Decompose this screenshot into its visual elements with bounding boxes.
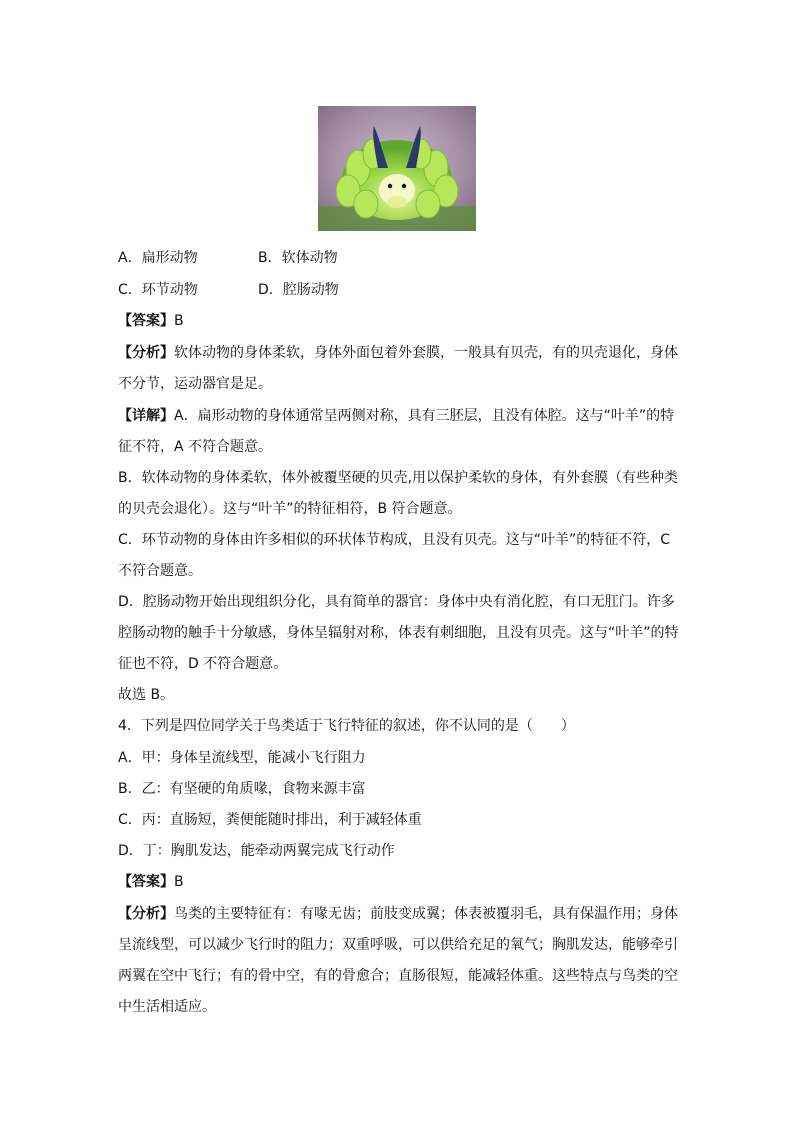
answer-tag: 【答案】 — [118, 313, 174, 329]
q3-detail-line: 的贝壳会退化）。这与“叶羊”的特征相符，B 符合题意。 — [118, 501, 462, 517]
q3-detail-line: 征也不符，D 不符合题意。 — [118, 656, 288, 672]
analysis-text: 鸟类的主要特征有：有喙无齿；前肢变成翼；体表被覆羽毛，具有保温作用；身体 — [174, 906, 678, 922]
q3-detail-line — [118, 406, 674, 426]
q3-detail-line: 腔肠动物的触手十分敏感，身体呈辐射对称，体表有刺细胞，且没有贝壳。这与“叶羊”的特 — [118, 625, 679, 641]
analysis-tag: 【分析】 — [118, 906, 174, 922]
option-b: B．软体动物 — [258, 250, 338, 266]
q4-option-c: C．丙：直肠短，粪便能随时排出，利于减轻体重 — [118, 812, 422, 828]
q3-analysis-line — [118, 343, 678, 363]
option-a: A．扁形动物 — [118, 250, 198, 266]
answer-tag: 【答案】 — [118, 874, 174, 890]
q4-stem: 4．下列是四位同学关于鸟类适于飞行特征的叙述，你不认同的是（ ） — [118, 718, 575, 734]
q3-detail-line: D．腔肠动物开始出现组织分化，具有简单的器官：身体中央有消化腔，有口无肛门。许多 — [118, 594, 675, 610]
q4-option-a: A．甲：身体呈流线型，能减小飞行阻力 — [118, 750, 366, 766]
detail-tag: 【详解】 — [118, 408, 174, 424]
q4-analysis-line: 呈流线型，可以减少飞行时的阻力；双重呼吸，可以供给充足的氧气；胸肌发达，能够牵引 — [118, 937, 678, 953]
option-d: D．腔肠动物 — [258, 282, 339, 298]
analysis-text: 软体动物的身体柔软，身体外面包着外套膜，一般具有贝壳，有的贝壳退化，身体 — [174, 345, 678, 361]
q3-analysis-line: 不分节，运动器官是足。 — [118, 376, 272, 392]
option-row-1 — [118, 248, 198, 268]
q3-answer — [118, 311, 184, 331]
sea-slug-photo — [318, 106, 476, 231]
answer-value: B — [174, 313, 184, 329]
q4-analysis-line: 两翼在空中飞行；有的骨中空，有的骨愈合；直肠很短，能减轻体重。这些特点与鸟类的空 — [118, 968, 678, 984]
option-c: C．环节动物 — [118, 282, 198, 298]
q3-detail-line: C．环节动物的身体由许多相似的环状体节构成，且没有贝壳。这与“叶羊”的特征不符，C — [118, 532, 671, 548]
q4-option-d: D．丁：胸肌发达，能牵动两翼完成飞行动作 — [118, 843, 395, 859]
q4-analysis-line — [118, 904, 678, 924]
q3-detail-line: 征不符，A 不符合题意。 — [118, 439, 273, 455]
q3-detail-line: B．软体动物的身体柔软，体外被覆坚硬的贝壳,用以保护柔软的身体，有外套膜（有些种类 — [118, 470, 679, 486]
q4-option-b: B．乙：有坚硬的角质喙，食物来源丰富 — [118, 781, 366, 797]
answer-value: B — [174, 874, 184, 890]
q4-answer — [118, 872, 184, 892]
q3-conclusion: 故选 B。 — [118, 687, 175, 703]
analysis-tag: 【分析】 — [118, 345, 174, 361]
detail-text: A．扁形动物的身体通常呈两侧对称，具有三胚层，且没有体腔。这与“叶羊”的特 — [174, 408, 675, 424]
q4-analysis-line: 中生活相适应。 — [118, 999, 216, 1015]
option-row-2 — [118, 280, 198, 300]
q3-detail-line: 不符合题意。 — [118, 563, 202, 579]
